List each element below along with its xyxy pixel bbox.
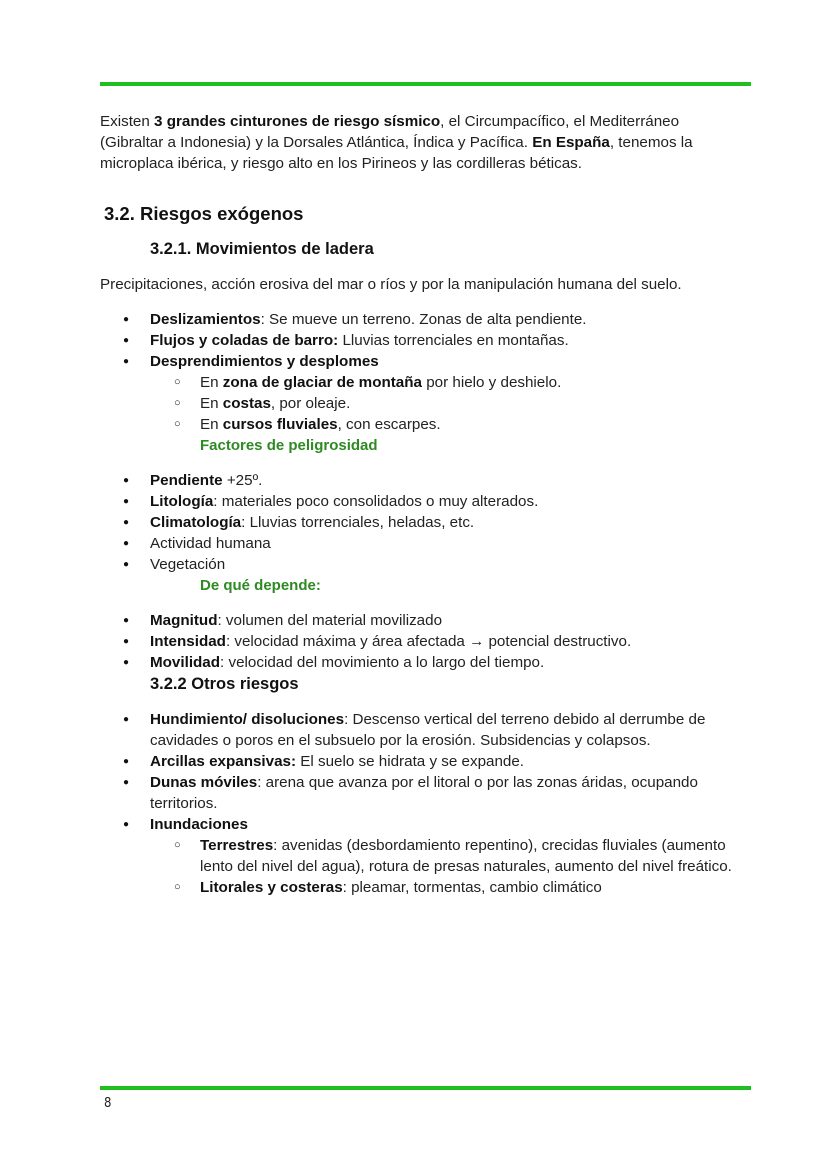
item-bold: Intensidad <box>150 633 226 650</box>
list-item <box>100 772 740 814</box>
item-text: Actividad humana <box>150 535 271 552</box>
list-item <box>100 751 740 772</box>
footer-rule <box>100 1086 751 1090</box>
list-item <box>100 652 740 673</box>
subsection-title-otros: 3.2.2 Otros riesgos <box>150 675 299 693</box>
item-bold: Terrestres <box>200 837 274 854</box>
intro-text-2: , el Circumpacífico, el Mediterráneo (Gibraltar a Indonesia) y la Dorsales Atlántica, Índica y Pacífica. <box>100 113 680 151</box>
item-text: : velocidad máxima y área afectada → potencial destructivo. <box>225 633 632 650</box>
list-item <box>100 491 740 512</box>
item-text: En <box>200 416 223 433</box>
list-item <box>100 610 740 631</box>
list-item <box>100 330 740 351</box>
item-text: En <box>200 395 223 412</box>
item-bold: Flujos y coladas de barro: <box>150 332 339 349</box>
item-bold: zona de glaciar de montaña <box>222 374 422 391</box>
item-text: : materiales poco consolidados o muy alterados. <box>213 493 539 510</box>
item-bold: Magnitud <box>150 612 218 629</box>
list-item <box>100 814 740 898</box>
list-item <box>100 533 740 554</box>
item-text: : pleamar, tormentas, cambio climático <box>342 879 602 896</box>
list-item <box>100 309 740 330</box>
inundaciones-sublist <box>150 835 740 898</box>
list-item <box>100 470 740 491</box>
movimientos-list <box>100 309 740 435</box>
factores-list <box>100 470 740 575</box>
item-text: El suelo se hidrata y se expande. <box>296 753 525 770</box>
item-bold: Inundaciones <box>150 816 248 833</box>
item-bold: cursos fluviales <box>222 416 338 433</box>
header-rule <box>100 82 751 86</box>
sublist-item <box>150 393 740 414</box>
item-text: : Se mueve un terreno. Zonas de alta pendiente. <box>260 311 587 328</box>
item-text: por hielo y deshielo. <box>421 374 562 391</box>
desprendimientos-sublist <box>150 372 740 435</box>
sublist-item <box>150 877 740 898</box>
sublist-item <box>150 835 740 877</box>
depende-list <box>100 610 740 673</box>
item-bold: Hundimiento/ disoluciones <box>150 711 345 728</box>
subsection-title-movimientos: 3.2.1. Movimientos de ladera <box>150 240 374 258</box>
item-bold: Litología <box>150 493 214 510</box>
intro-text-1: Existen <box>100 113 155 130</box>
page-content <box>100 111 740 898</box>
item-text: , con escarpes. <box>337 416 441 433</box>
sublist-item <box>150 372 740 393</box>
item-bold: Pendiente <box>150 472 223 489</box>
item-text: : volumen del material movilizado <box>217 612 443 629</box>
item-bold: Arcillas expansivas: <box>150 753 297 770</box>
item-text: En <box>200 374 223 391</box>
factores-heading: Factores de peligrosidad <box>200 437 378 454</box>
intro-paragraph <box>100 111 740 174</box>
item-bold: Climatología <box>150 514 242 531</box>
item-text: Vegetación <box>150 556 226 573</box>
depende-heading: De qué depende: <box>200 577 321 594</box>
item-text: : avenidas (desbordamiento repentino), crecidas fluviales (aumento lento del nivel del agua), rotura de presas naturales, aumento del nivel freático. <box>200 837 732 875</box>
item-bold: Litorales y costeras <box>200 879 343 896</box>
item-text: : Lluvias torrenciales, heladas, etc. <box>241 514 475 531</box>
item-text: : arena que avanza por el litoral o por las zonas áridas, ocupando territorios. <box>150 774 698 812</box>
list-item <box>100 554 740 575</box>
section-title: 3.2. Riesgos exógenos <box>104 203 304 224</box>
item-bold: Dunas móviles <box>150 774 258 791</box>
sublist-item <box>150 414 740 435</box>
item-text: , por oleaje. <box>270 395 351 412</box>
item-text: : Descenso vertical del terreno debido al derrumbe de cavidades o poros en el subsuelo por la erosión. Subsidencias y colapsos. <box>150 711 706 749</box>
intro-text-3: , tenemos la microplaca ibérica, y riesgo alto en los Pirineos y las cordilleras béticas. <box>100 134 693 172</box>
item-text: : velocidad del movimiento a lo largo del tiempo. <box>220 654 545 671</box>
item-bold: Deslizamientos <box>150 311 261 328</box>
item-bold: costas <box>222 395 271 412</box>
item-bold: Desprendimientos y desplomes <box>150 353 379 370</box>
item-text: +25º. <box>222 472 263 489</box>
list-item <box>100 351 740 435</box>
intro-bold-2: En España <box>532 134 610 151</box>
page-number: 8 <box>104 1096 112 1111</box>
list-item <box>100 512 740 533</box>
intro-bold-1: 3 grandes cinturones de riesgo sísmico <box>154 113 441 130</box>
list-item <box>100 631 740 652</box>
item-bold: Movilidad <box>150 654 221 671</box>
list-item <box>100 709 740 751</box>
item-text: Lluvias torrenciales en montañas. <box>338 332 569 349</box>
otros-list <box>100 709 740 898</box>
movimientos-paragraph: Precipitaciones, acción erosiva del mar o ríos y por la manipulación humana del suelo. <box>100 276 682 293</box>
